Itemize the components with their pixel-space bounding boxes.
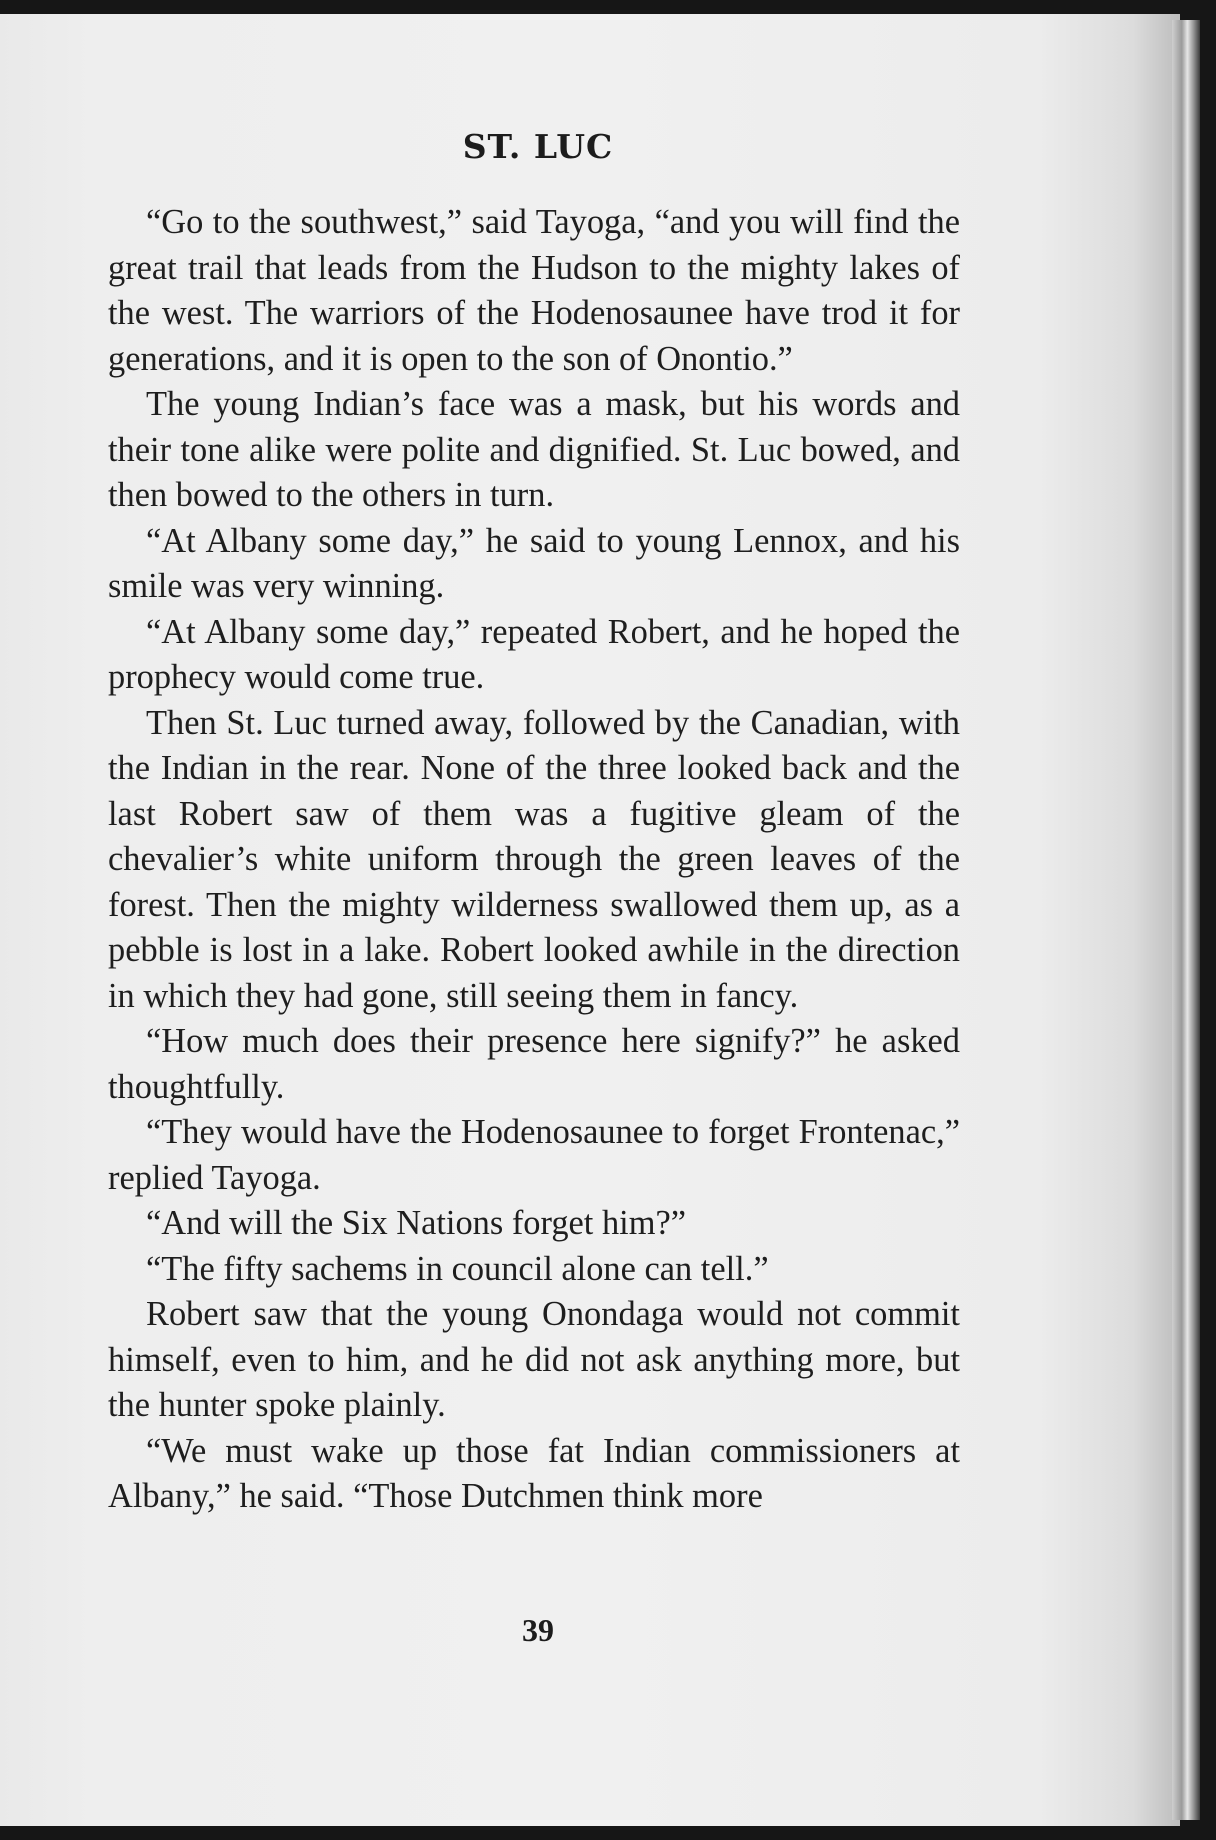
paragraph: “And will the Six Nations forget him?” — [146, 1204, 686, 1242]
page-sheet — [0, 14, 1180, 1826]
paragraph: “They would have the Hodenosaunee to forget Frontenac,” replied Tayoga. — [108, 1113, 960, 1197]
paragraph: “Go to the southwest,” said Tayoga, “and you will find the great trail that leads from the Hudson to the mighty lakes of the west. The warriors of the Hodenosaunee have trod it for generations, and it is open to the son of Onontio.” — [108, 203, 960, 378]
paragraph: “At Albany some day,” repeated Robert, and he hoped the prophecy would come true. — [108, 612, 960, 696]
page-edge-shadow — [1172, 20, 1200, 1820]
body-text — [108, 200, 960, 1520]
paragraph: “We must wake up those fat Indian commissioners at Albany,” he said. “Those Dutchmen think more — [108, 1431, 960, 1515]
paragraph: “At Albany some day,” he said to young Lennox, and his smile was very winning. — [108, 521, 960, 605]
paragraph: “How much does their presence here signify?” he asked thoughtfully. — [108, 1022, 960, 1106]
paragraph: Then St. Luc turned away, followed by the Canadian, with the Indian in the rear. None of the three looked back and the last Robert saw of them was a fugitive gleam of the chevalier’s white uniform through the green leaves of the forest. Then the mighty wilderness swallowed them up, as a pebble is lost in a lake. Robert looked awhile in the direction in which they had gone, still seeing them in fancy. — [108, 703, 960, 1015]
running-head: ST. LUC — [462, 127, 614, 166]
paragraph: The young Indian’s face was a mask, but his words and their tone alike were polite and dignified. St. Luc bowed, and then bowed to the others in turn. — [108, 385, 960, 514]
paragraph: “The fifty sachems in council alone can tell.” — [146, 1249, 769, 1288]
page-number: 39 — [522, 1612, 554, 1648]
paragraph: Robert saw that the young Onondaga would not commit himself, even to him, and he did not ask anything more, but the hunter spoke plainly. — [108, 1295, 960, 1424]
